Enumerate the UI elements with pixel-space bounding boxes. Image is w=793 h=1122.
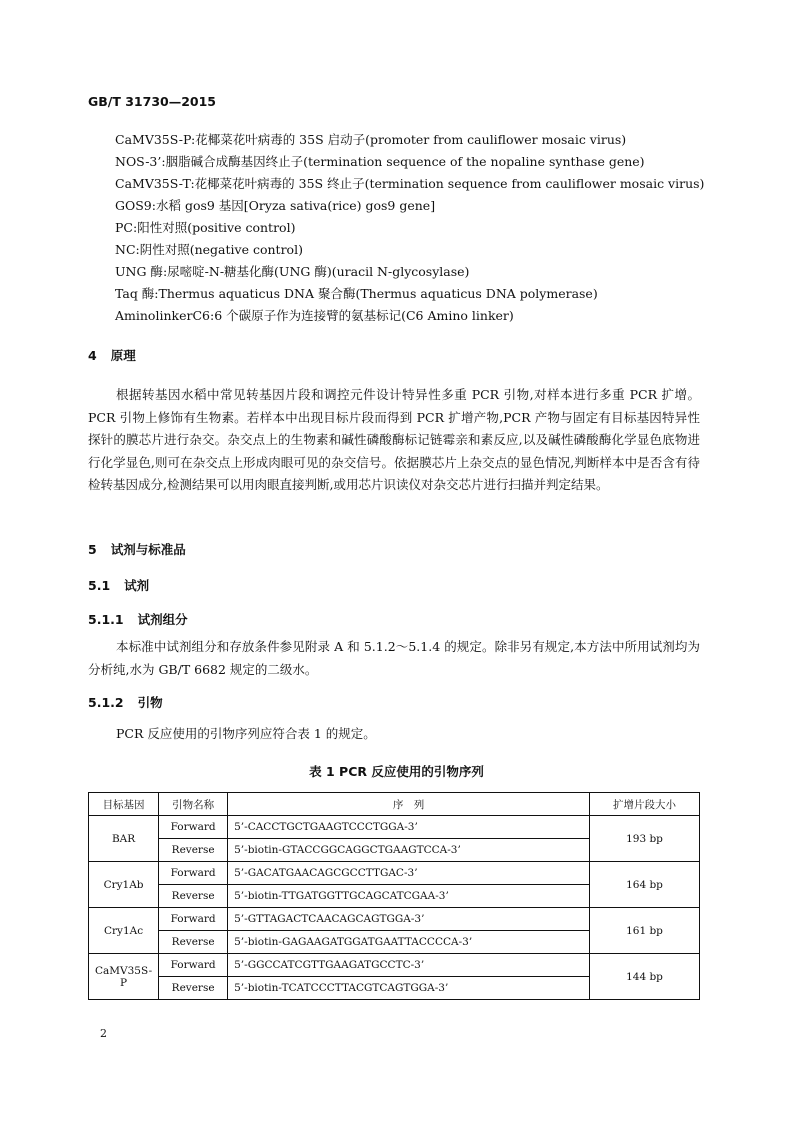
abbreviation-item — [115, 283, 704, 305]
abbreviation-term: PC — [115, 220, 133, 235]
table-row — [89, 816, 700, 839]
abbreviation-separator: : — [209, 308, 215, 323]
page-number: 2 — [100, 1027, 107, 1040]
abbreviation-term: CaMV35S-T — [115, 176, 191, 191]
abbreviation-term: UNG 酶 — [115, 264, 163, 279]
section-5-1-heading — [88, 576, 149, 594]
abbreviation-separator: : — [135, 242, 140, 257]
abbreviation-item — [115, 151, 704, 173]
primer-name-cell: Reverse — [159, 931, 228, 954]
primer-name-cell: Forward — [159, 862, 228, 885]
primer-name-cell: Reverse — [159, 977, 228, 1000]
abbreviation-definition: 阴性对照(negative control) — [139, 242, 303, 257]
abbreviation-item — [115, 261, 704, 283]
abbreviation-definition: 阳性对照(positive control) — [137, 220, 296, 235]
amplicon-size-cell: 193 bp — [590, 816, 700, 862]
abbreviation-item — [115, 239, 704, 261]
primer-name-cell: Forward — [159, 954, 228, 977]
abbreviation-term: NC — [115, 242, 136, 257]
abbreviation-separator: : — [190, 176, 195, 191]
section-number: 5.1 — [88, 578, 111, 593]
primer-table — [88, 792, 700, 1000]
abbreviation-term: Taq 酶 — [115, 286, 155, 301]
section-title: 试剂组分 — [137, 612, 188, 627]
table-caption: 表 1 PCR 反应使用的引物序列 — [309, 764, 484, 779]
standard-number: GB/T 31730—2015 — [88, 94, 217, 109]
sequence-cell: 5’-biotin-GAGAAGATGGATGAATTACCCCA-3’ — [228, 931, 590, 954]
amplicon-size-cell: 161 bp — [590, 908, 700, 954]
section-5-heading — [88, 540, 186, 558]
table-row — [89, 954, 700, 977]
sequence-cell: 5’-CACCTGCTGAAGTCCCTGGA-3’ — [228, 816, 590, 839]
section-4-heading — [88, 346, 136, 364]
abbreviation-definition: Thermus aquaticus DNA 聚合酶(Thermus aquaticus DNA polymerase) — [158, 286, 598, 301]
section-5-1-2-heading — [88, 693, 163, 711]
primer-name-cell: Reverse — [159, 885, 228, 908]
abbreviation-separator: : — [161, 154, 166, 169]
section-5-1-1-heading — [88, 610, 188, 628]
table-header-row — [89, 793, 700, 816]
abbreviation-item — [115, 195, 704, 217]
abbreviation-definition: 6 个碳原子作为连接臂的氨基标记(C6 Amino linker) — [214, 308, 514, 323]
abbreviation-definition: 花椰菜花叶病毒的 35S 启动子(promoter from cauliflower mosaic virus) — [195, 132, 627, 147]
amplicon-size-cell: 164 bp — [590, 862, 700, 908]
abbreviation-term: NOS-3’ — [115, 154, 162, 169]
abbreviation-separator: : — [190, 132, 196, 147]
target-gene-cell: BAR — [89, 816, 159, 862]
table-row — [89, 862, 700, 885]
abbreviation-separator: : — [154, 286, 159, 301]
section-title: 试剂 — [124, 578, 150, 593]
section-5-1-1-paragraph: 本标准中试剂组分和存放条件参见附录 A 和 5.1.2～5.1.4 的规定。除非另有规定,本方法中所用试剂均为分析纯,水为 GB/T 6682 规定的二级水。 — [88, 639, 700, 677]
abbreviation-item — [115, 129, 704, 151]
header-sequence: 序 列 — [228, 793, 590, 816]
sequence-cell: 5’-biotin-TTGATGGTTGCAGCATCGAA-3’ — [228, 885, 590, 908]
primer-name-cell: Forward — [159, 908, 228, 931]
abbreviation-item — [115, 217, 704, 239]
sequence-cell: 5’-GGCCATCGTTGAAGATGCCTC-3’ — [228, 954, 590, 977]
sequence-cell: 5’-GTTAGACTCAACAGCAGTGGA-3’ — [228, 908, 590, 931]
abbreviation-separator: : — [132, 220, 138, 235]
abbreviation-definition: 胭脂碱合成酶基因终止子(termination sequence of the nopaline synthase gene) — [165, 154, 645, 169]
abbreviation-separator: : — [151, 198, 156, 213]
header-amplicon-size: 扩增片段大小 — [590, 793, 700, 816]
table-row — [89, 908, 700, 931]
abbreviation-definition: 水稻 gos9 基因[Oryza sativa(rice) gos9 gene] — [155, 198, 436, 213]
primer-name-cell: Forward — [159, 816, 228, 839]
section-title: 引物 — [137, 695, 163, 710]
target-gene-cell: Cry1Ac — [89, 908, 159, 954]
abbreviation-item — [115, 173, 704, 195]
abbreviation-list — [115, 129, 704, 327]
abbreviation-term: GOS9 — [115, 198, 152, 213]
abbreviation-separator: : — [162, 264, 168, 279]
abbreviation-term: CaMV35S-P — [115, 132, 191, 147]
sequence-cell: 5’-biotin-GTACCGGCAGGCTGAAGTCCA-3’ — [228, 839, 590, 862]
section-title: 试剂与标准品 — [110, 542, 186, 557]
section-number: 5.1.2 — [88, 695, 124, 710]
abbreviation-definition: 尿嘧啶-N-糖基化酶(UNG 酶)(uracil N-glycosylase) — [167, 264, 470, 279]
header-primer-name: 引物名称 — [159, 793, 228, 816]
abbreviation-item — [115, 305, 704, 327]
section-number: 5 — [88, 542, 97, 557]
target-gene-cell: Cry1Ab — [89, 862, 159, 908]
header-target-gene: 目标基因 — [89, 793, 159, 816]
primer-name-cell: Reverse — [159, 839, 228, 862]
abbreviation-term: AminolinkerC6 — [115, 308, 210, 323]
sequence-cell: 5’-biotin-TCATCCCTTACGTCAGTGGA-3’ — [228, 977, 590, 1000]
sequence-cell: 5’-GACATGAACAGCGCCTTGAC-3’ — [228, 862, 590, 885]
abbreviation-definition: 花椰菜花叶病毒的 35S 终止子(termination sequence from cauliflower mosaic virus) — [194, 176, 705, 191]
section-title: 原理 — [110, 348, 136, 363]
amplicon-size-cell: 144 bp — [590, 954, 700, 1000]
section-number: 5.1.1 — [88, 612, 124, 627]
section-4-paragraph: 根据转基因水稻中常见转基因片段和调控元件设计特异性多重 PCR 引物,对样本进行多重 PCR 扩增。PCR 引物上修饰有生物素。若样本中出现目标片段而得到 PCR 扩增产物,PCR 产物与固定有目标基因特异性探针的膜芯片进行杂交。杂交点上的生物素和碱性磷酸酶标记链霉亲和素反应,以及碱性磷酸酶化学显色底物进行化学显色,则可在杂交点上形成肉眼可见的杂交信号。依据膜芯片上杂交点的显色情况,判断样本中是否含有待检转基因成分,检测结果可以用肉眼直接判断,或用芯片识读仪对杂交芯片进行扫描并判定结果。 — [88, 387, 700, 492]
target-gene-cell: CaMV35S-P — [89, 954, 159, 1000]
section-number: 4 — [88, 348, 97, 363]
section-5-1-2-paragraph: PCR 反应使用的引物序列应符合表 1 的规定。 — [116, 726, 376, 741]
